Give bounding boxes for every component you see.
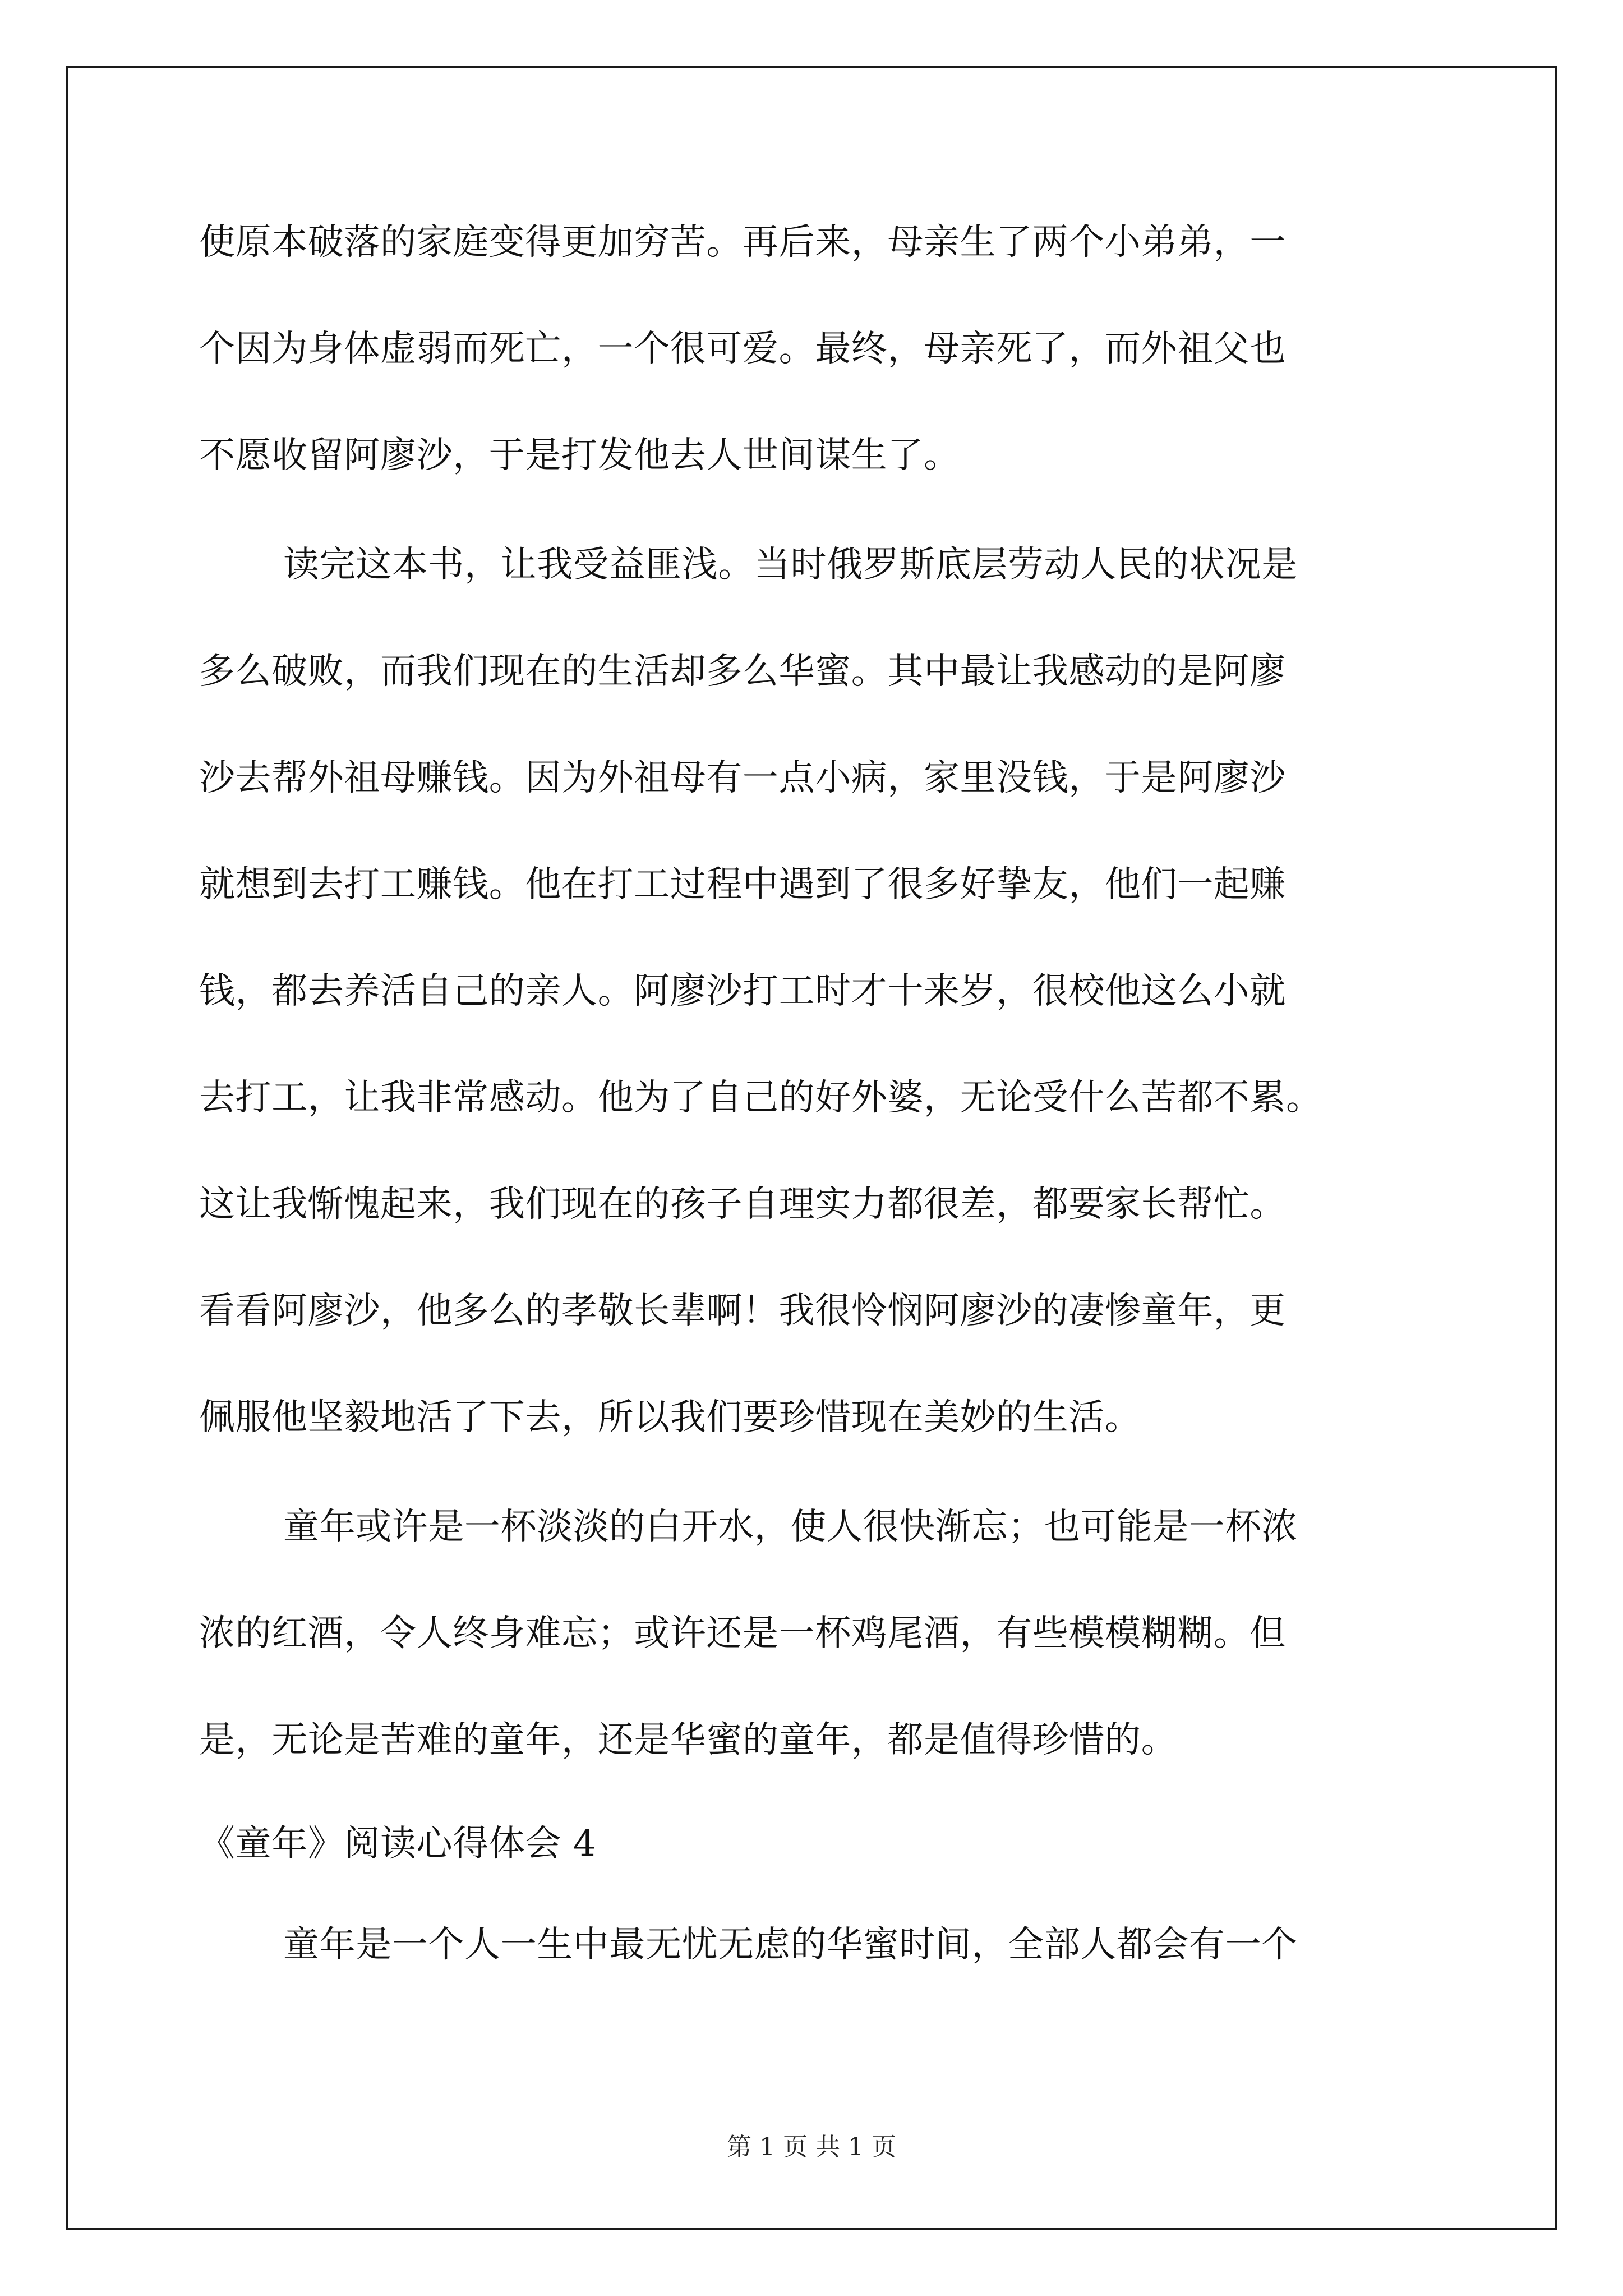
paragraph-start-line-17: 童年是一个人一生中最无忧无虑的华蜜时间，全部人都会有一个 xyxy=(283,1924,1298,1966)
section-heading: 《童年》阅读心得体会 4 xyxy=(199,1823,597,1865)
text-line-2: 个因为身体虚弱而死亡，一个很可爱。最终，母亲死了，而外祖父也 xyxy=(199,328,1286,370)
text-line-15: 是，无论是苦难的童年，还是华蜜的童年，都是值得珍惜的。 xyxy=(199,1719,1178,1761)
text-line-6: 沙去帮外祖母赚钱。因为外祖母有一点小病，家里没钱，于是阿廖沙 xyxy=(199,757,1286,799)
text-line-5: 多么破败，而我们现在的生活却多么华蜜。其中最让我感动的是阿廖 xyxy=(199,651,1286,692)
text-line-12: 佩服他坚毅地活了下去，所以我们要珍惜现在美妙的生活。 xyxy=(199,1397,1141,1438)
text-line-11: 看看阿廖沙，他多么的孝敬长辈啊！我很怜悯阿廖沙的凄惨童年，更 xyxy=(199,1290,1286,1332)
text-line-7: 就想到去打工赚钱。他在打工过程中遇到了很多好挚友，他们一起赚 xyxy=(199,864,1286,905)
text-line-1: 使原本破落的家庭变得更加穷苦。再后来，母亲生了两个小弟弟，一 xyxy=(199,222,1286,263)
page-footer: 第 1 页 共 1 页 xyxy=(727,2133,896,2161)
page-border xyxy=(66,66,1557,2230)
paragraph-start-line-4: 读完这本书，让我受益匪浅。当时俄罗斯底层劳动人民的状况是 xyxy=(283,544,1298,586)
text-line-14: 浓的红酒，令人终身难忘；或许还是一杯鸡尾酒，有些模模糊糊。但 xyxy=(199,1613,1286,1654)
text-line-3: 不愿收留阿廖沙，于是打发他去人世间谋生了。 xyxy=(199,435,960,476)
text-line-10: 这让我惭愧起来，我们现在的孩子自理实力都很差，都要家长帮忙。 xyxy=(199,1184,1286,1225)
paragraph-start-line-13: 童年或许是一杯淡淡的白开水，使人很快渐忘；也可能是一杯浓 xyxy=(283,1506,1298,1548)
text-line-9: 去打工，让我非常感动。他为了自己的好外婆，无论受什么苦都不累。 xyxy=(199,1077,1322,1119)
text-line-8: 钱，都去养活自己的亲人。阿廖沙打工时才十来岁，很校他这么小就 xyxy=(199,970,1286,1012)
